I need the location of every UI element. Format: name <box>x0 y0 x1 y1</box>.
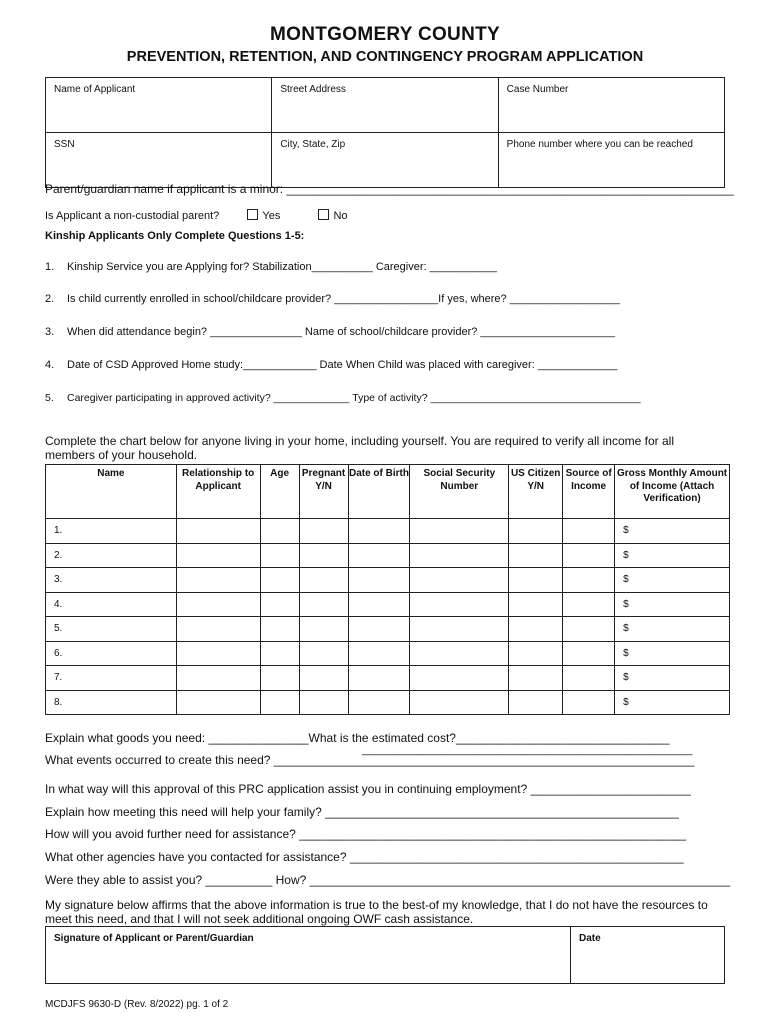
cell[interactable] <box>176 592 260 617</box>
cell[interactable] <box>348 641 410 666</box>
cell[interactable] <box>299 592 348 617</box>
table-row <box>46 543 730 568</box>
row-number[interactable]: 6. <box>46 641 177 666</box>
question-number: 5. <box>45 392 54 404</box>
affirmation-text: My signature below affirms that the above information is true to the best-of my knowledge, that I do not have the resources to meet this need, and that I will not seek additional ongoing OWF cash assistance. <box>45 898 708 926</box>
city-state-zip-field[interactable]: City, State, Zip <box>272 133 498 188</box>
cell[interactable] <box>348 543 410 568</box>
table-row <box>46 617 730 642</box>
kinship-question[interactable] <box>45 392 641 404</box>
form-subtitle: PREVENTION, RETENTION, AND CONTINGENCY PROGRAM APPLICATION <box>126 49 644 65</box>
cell[interactable] <box>299 543 348 568</box>
avoid-assistance-line[interactable]: How will you avoid further need for assistance? __________________________________________________________ <box>45 827 687 841</box>
table-row <box>46 568 730 593</box>
noncustodial-question <box>45 209 348 222</box>
cell[interactable] <box>299 666 348 691</box>
case-number-field[interactable]: Case Number <box>498 78 724 133</box>
row-number[interactable]: 2. <box>46 543 177 568</box>
cell[interactable] <box>348 690 410 715</box>
goods-needed-line[interactable]: Explain what goods you need: _______________What is the estimated cost?________________________________ <box>45 731 670 745</box>
other-agencies-line[interactable]: What other agencies have you contacted for assistance? __________________________________________________ <box>45 850 684 864</box>
cell[interactable] <box>348 519 410 544</box>
row-number[interactable]: 3. <box>46 568 177 593</box>
assist-line[interactable]: Were they able to assist you? __________ How? _______________________________________________________________ <box>45 873 731 887</box>
row-number[interactable]: 7. <box>46 666 177 691</box>
cost-continuation-line[interactable]: ______________________________________________________ <box>362 744 693 756</box>
col-header-dob: Date of Birth <box>348 465 410 519</box>
question-text: Kinship Service you are Applying for? Stabilization__________ Caregiver: ___________ <box>67 261 497 273</box>
cell[interactable] <box>176 666 260 691</box>
signature-date-field[interactable]: Date <box>571 927 725 984</box>
col-header-gross-monthly: Gross Monthly Amount of Income (Attach Verification) <box>615 465 730 519</box>
income-amount-cell[interactable]: $ <box>615 617 730 642</box>
cell[interactable] <box>563 592 615 617</box>
row-number[interactable]: 4. <box>46 592 177 617</box>
cell[interactable] <box>299 568 348 593</box>
cell[interactable] <box>563 543 615 568</box>
phone-number-field[interactable]: Phone number where you can be reached <box>498 133 724 188</box>
cell[interactable] <box>563 519 615 544</box>
income-amount-cell[interactable]: $ <box>615 666 730 691</box>
cell[interactable] <box>509 543 563 568</box>
household-intro: Complete the chart below for anyone living in your home, including yourself. You are required to verify all income for all members of your household. <box>45 434 675 462</box>
form-title: MONTGOMERY COUNTY <box>270 24 500 45</box>
cell[interactable] <box>509 617 563 642</box>
kinship-question[interactable] <box>45 359 617 371</box>
cell[interactable] <box>176 617 260 642</box>
question-number: 3. <box>45 326 55 338</box>
cell[interactable] <box>410 519 509 544</box>
cell[interactable] <box>348 568 410 593</box>
noncustodial-label: Is Applicant a non-custodial parent? <box>45 210 220 222</box>
cell[interactable] <box>176 690 260 715</box>
cell[interactable] <box>563 641 615 666</box>
question-number: 4. <box>45 359 55 371</box>
cell[interactable] <box>509 519 563 544</box>
signature-table <box>45 926 725 984</box>
col-header-source-of-income: Source of Income <box>563 465 615 519</box>
cell[interactable] <box>509 641 563 666</box>
cell[interactable] <box>410 690 509 715</box>
employment-line[interactable]: In what way will this approval of this PRC application assist you in continuing employment? ________________________ <box>45 782 691 796</box>
col-header-age: Age <box>260 465 299 519</box>
income-amount-cell[interactable]: $ <box>615 568 730 593</box>
row-number[interactable]: 1. <box>46 519 177 544</box>
question-text: Date of CSD Approved Home study:____________ Date When Child was placed with caregiver: _____________ <box>67 359 618 371</box>
cell[interactable] <box>260 690 299 715</box>
cell[interactable] <box>260 519 299 544</box>
cell[interactable] <box>410 617 509 642</box>
table-row <box>46 690 730 715</box>
cell[interactable] <box>563 666 615 691</box>
cell[interactable] <box>299 690 348 715</box>
cell[interactable] <box>176 641 260 666</box>
household-table <box>45 464 730 715</box>
cell[interactable] <box>260 568 299 593</box>
col-header-us-citizen: US Citizen Y/N <box>509 465 563 519</box>
kinship-question[interactable] <box>45 293 620 305</box>
cell[interactable] <box>348 592 410 617</box>
applicant-info-table <box>45 77 725 188</box>
cell[interactable] <box>176 519 260 544</box>
cell[interactable] <box>260 617 299 642</box>
cell[interactable] <box>348 666 410 691</box>
street-address-field[interactable]: Street Address <box>272 78 498 133</box>
yes-label: Yes <box>262 210 281 222</box>
applicant-signature-field[interactable]: Signature of Applicant or Parent/Guardian <box>46 927 571 984</box>
cell[interactable] <box>176 568 260 593</box>
cell[interactable] <box>299 519 348 544</box>
cell[interactable] <box>509 666 563 691</box>
table-row <box>46 641 730 666</box>
cell[interactable] <box>563 617 615 642</box>
family-line[interactable]: Explain how meeting this need will help your family? _____________________________________________________ <box>45 805 679 819</box>
income-amount-cell[interactable]: $ <box>615 690 730 715</box>
kinship-question[interactable] <box>45 326 615 338</box>
col-header-pregnant: Pregnant Y/N <box>299 465 348 519</box>
col-header-ssn: Social Security Number <box>410 465 509 519</box>
cell[interactable] <box>563 690 615 715</box>
cell[interactable] <box>410 641 509 666</box>
cell[interactable] <box>410 666 509 691</box>
income-amount-cell[interactable]: $ <box>615 592 730 617</box>
income-amount-cell[interactable]: $ <box>615 543 730 568</box>
col-header-relationship: Relationship to Applicant <box>176 465 260 519</box>
cell[interactable] <box>176 543 260 568</box>
cell[interactable] <box>260 641 299 666</box>
row-number[interactable]: 5. <box>46 617 177 642</box>
question-text: Caregiver participating in approved activity? _____________ Type of activity? ____________________________________ <box>67 392 641 404</box>
col-header-name: Name <box>46 465 177 519</box>
income-amount-cell[interactable]: $ <box>615 519 730 544</box>
question-text: When did attendance begin? _______________ Name of school/childcare provider? ______________________ <box>67 326 615 338</box>
kinship-question[interactable] <box>45 261 497 273</box>
cell[interactable] <box>509 592 563 617</box>
cell[interactable] <box>563 568 615 593</box>
no-checkbox[interactable] <box>318 209 329 220</box>
cell[interactable] <box>410 543 509 568</box>
cell[interactable] <box>260 592 299 617</box>
form-footer: MCDJFS 9630-D (Rev. 8/2022) pg. 1 of 2 <box>45 999 229 1010</box>
yes-checkbox[interactable] <box>247 209 258 220</box>
table-row <box>46 592 730 617</box>
cell[interactable] <box>410 568 509 593</box>
name-of-applicant-field[interactable]: Name of Applicant <box>46 78 272 133</box>
row-number[interactable]: 8. <box>46 690 177 715</box>
cell[interactable] <box>509 568 563 593</box>
table-row <box>46 666 730 691</box>
table-row <box>46 519 730 544</box>
cell[interactable] <box>410 592 509 617</box>
no-label: No <box>333 210 348 222</box>
events-line[interactable]: What events occurred to create this need? _______________________________________________________________ <box>45 753 695 767</box>
cell[interactable] <box>509 690 563 715</box>
question-text: Is child currently enrolled in school/childcare provider? _________________If yes, where? __________________ <box>67 293 620 305</box>
kinship-heading: Kinship Applicants Only Complete Questions 1-5: <box>45 230 305 242</box>
ssn-field[interactable]: SSN <box>46 133 272 188</box>
guardian-name-line[interactable]: Parent/guardian name if applicant is a minor: ___________________________________________________________________ <box>45 182 734 196</box>
cell[interactable] <box>299 641 348 666</box>
income-amount-cell[interactable]: $ <box>615 641 730 666</box>
question-number: 1. <box>45 261 55 273</box>
cell[interactable] <box>299 617 348 642</box>
cell[interactable] <box>348 617 410 642</box>
cell[interactable] <box>260 666 299 691</box>
question-number: 2. <box>45 293 55 305</box>
cell[interactable] <box>260 543 299 568</box>
